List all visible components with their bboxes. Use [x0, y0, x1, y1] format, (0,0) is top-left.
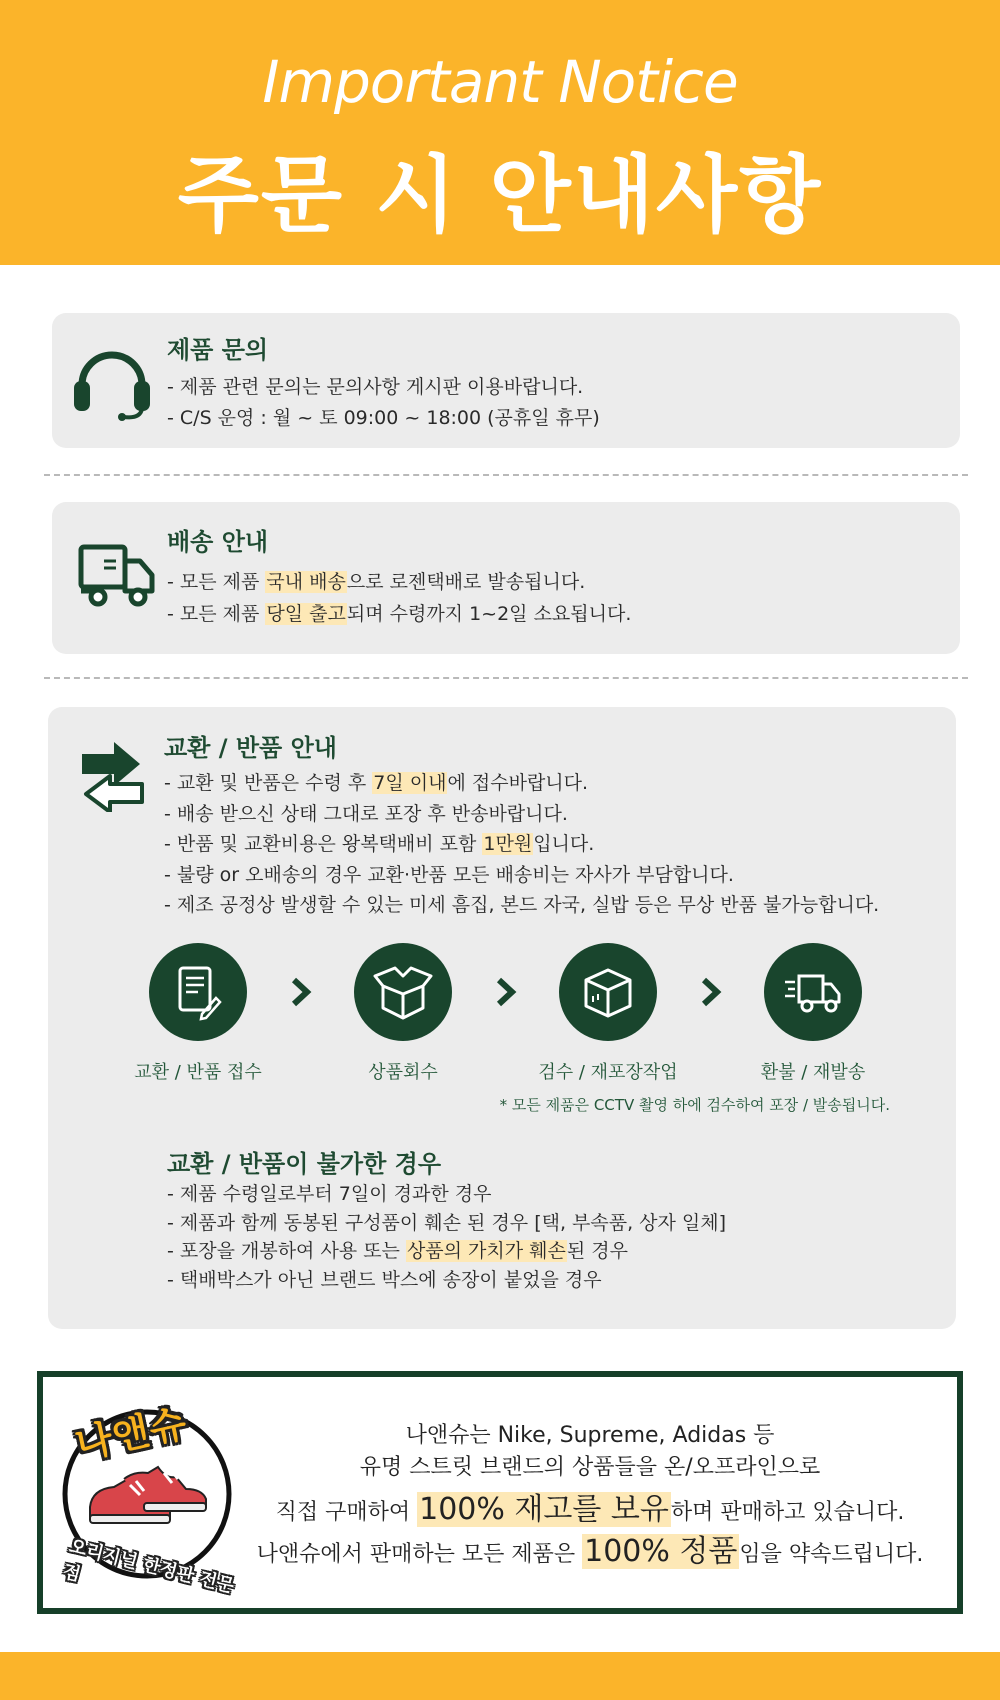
- not-allowed-line: - 제품과 함께 동봉된 구성품이 훼손 된 경우 [택, 부속품, 상자 일체]: [167, 1211, 727, 1234]
- exchange-line: - 불량 or 오배송의 경우 교환·반품 모든 배송비는 자사가 부담합니다.: [164, 863, 734, 886]
- not-allowed-line: - 제품 수령일로부터 7일이 경과한 경우: [167, 1183, 492, 1205]
- not-allowed-line: - 포장을 개봉하여 사용 또는 상품의 가치가 훼손된 경우: [167, 1240, 628, 1262]
- divider: [44, 474, 968, 476]
- logo-title: 나앤슈: [71, 1400, 192, 1468]
- promo-line: 나앤슈에서 판매하는 모든 제품은 100% 정품임을 약속드립니다.: [256, 1534, 924, 1569]
- logo-subtitle: 오리지널 한정판 전문점: [60, 1535, 237, 1598]
- footer-bar: [0, 1652, 1000, 1700]
- inquiry-lines: [167, 372, 600, 434]
- inquiry-line: - 제품 관련 문의는 문의사항 게시판 이용바랍니다.: [167, 376, 584, 398]
- page-title: 주문 시 안내사항: [177, 146, 823, 244]
- shipping-title: 배송 안내: [167, 528, 269, 556]
- chevron-right-icon: [495, 977, 517, 1007]
- not-allowed-line: - 택배박스가 아닌 브랜드 박스에 송장이 붙었을 경우: [167, 1268, 602, 1291]
- exchange-line: - 제조 공정상 발생할 수 있는 미세 흠집, 본드 자국, 실밥 등은 무상 반품 불가능합니다.: [164, 894, 880, 916]
- exchange-line: - 교환 및 반품은 수령 후 7일 이내에 접수바랍니다.: [164, 772, 589, 794]
- step-label: 검수 / 재포장작업: [538, 1062, 678, 1083]
- shipping-line: - 모든 제품 당일 출고되며 수령까지 1~2일 소요됩니다.: [167, 603, 632, 625]
- exchange-line: - 배송 받으신 상태 그대로 포장 후 반송바랍니다.: [164, 802, 568, 825]
- promo-line: 나앤슈는 Nike, Supreme, Adidas 등: [405, 1423, 775, 1448]
- step-circle: [354, 943, 452, 1041]
- step-label: 상품회수: [368, 1062, 438, 1083]
- exchange-lines: [164, 768, 879, 921]
- divider: [44, 677, 968, 679]
- step-circle: [764, 943, 862, 1041]
- open-box-icon: [373, 962, 433, 1022]
- shipping-line: - 모든 제품 국내 배송으로 로젠택배로 발송됩니다.: [167, 571, 586, 593]
- promo-line: 유명 스트릿 브랜드의 상품들을 온/오프라인으로: [359, 1455, 821, 1480]
- inquiry-line: - C/S 운영 : 월 ~ 토 09:00 ~ 18:00 (공휴일 휴무): [167, 407, 600, 429]
- promo-line: 직접 구매하여 100% 재고를 보유하며 판매하고 있습니다.: [275, 1492, 905, 1527]
- exchange-title: 교환 / 반품 안내: [164, 734, 337, 762]
- shipping-lines: [167, 566, 631, 630]
- exchange-line: - 반품 및 교환비용은 왕복택배비 포함 1만원입니다.: [164, 833, 595, 855]
- chevron-right-icon: [290, 977, 312, 1007]
- header-banner: [0, 0, 1000, 265]
- step-circle: [559, 943, 657, 1041]
- chevron-right-icon: [700, 977, 722, 1007]
- step-circle: [149, 943, 247, 1041]
- fast-truck-icon: [783, 962, 843, 1022]
- title-english: Important Notice: [262, 48, 738, 116]
- not-allowed-lines: [167, 1180, 726, 1294]
- package-box-icon: [578, 962, 638, 1022]
- step-label: 교환 / 반품 접수: [134, 1062, 262, 1083]
- sneakers-icon: [84, 1465, 214, 1535]
- brand-logo: [54, 1385, 244, 1600]
- document-pen-icon: [168, 962, 228, 1022]
- delivery-truck-icon: [78, 543, 158, 609]
- headset-icon: [72, 345, 152, 421]
- exchange-arrows-icon: [80, 740, 144, 812]
- not-allowed-title: 교환 / 반품이 불가한 경우: [167, 1150, 442, 1178]
- inquiry-title: 제품 문의: [167, 336, 269, 364]
- step-label: 환불 / 재발송: [760, 1062, 866, 1083]
- cctv-note: * 모든 제품은 CCTV 촬영 하에 검수하여 포장 / 발송됩니다.: [499, 1096, 890, 1114]
